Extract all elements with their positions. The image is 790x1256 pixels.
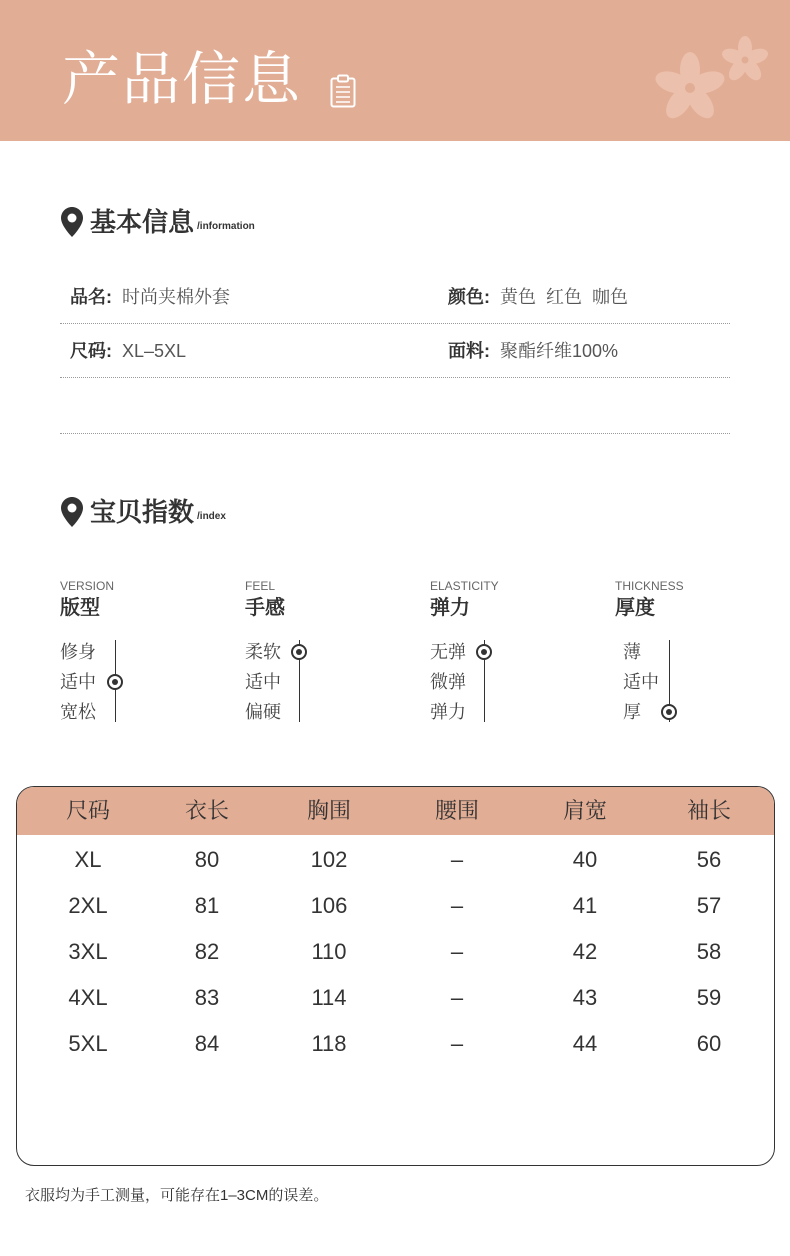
index-option: 适中 — [245, 672, 281, 692]
table-cell: 80 — [194, 847, 220, 872]
table-cell: – — [450, 985, 464, 1010]
table-cell: 4XL — [68, 985, 108, 1010]
index-option: 适中 — [60, 672, 96, 692]
column-header: 胸围 — [306, 798, 351, 823]
table-cell: 44 — [572, 1031, 598, 1056]
index-heading — [60, 496, 226, 528]
index-option: 偏硬 — [245, 702, 281, 722]
column-header: 衣长 — [184, 798, 229, 823]
index-option: 微弹 — [430, 672, 466, 692]
table-cell: 43 — [572, 985, 598, 1010]
fabric-value: 聚酯纤维100% — [500, 341, 619, 361]
table-cell: 42 — [572, 939, 598, 964]
index-column-title: 弹力 — [430, 597, 470, 619]
location-pin-icon — [60, 496, 84, 528]
column-header: 尺码 — [65, 798, 110, 823]
index-selected-marker — [291, 644, 307, 660]
table-cell: 118 — [311, 1031, 347, 1056]
header-banner — [0, 0, 790, 141]
column-header: 袖长 — [686, 798, 731, 823]
index-option: 修身 — [60, 642, 96, 662]
size-table-header — [17, 787, 774, 835]
index-column-title: 手感 — [245, 597, 285, 619]
index-column-title: 版型 — [60, 597, 100, 619]
index-column-en-label: FEEL — [245, 579, 276, 593]
table-cell: 82 — [194, 939, 220, 964]
index-selected-marker — [661, 704, 677, 720]
table-cell: 83 — [194, 985, 220, 1010]
table-cell: 57 — [696, 893, 722, 918]
product-name-label: 品名: — [70, 287, 112, 307]
index-option: 柔软 — [245, 642, 281, 662]
table-cell: 56 — [696, 847, 722, 872]
table-cell: – — [450, 893, 464, 918]
location-pin-icon — [60, 206, 84, 238]
table-cell: – — [450, 1031, 464, 1056]
index-option: 宽松 — [60, 702, 96, 722]
size-table — [16, 786, 775, 1166]
table-cell: – — [450, 939, 464, 964]
clipboard-icon — [330, 74, 356, 108]
table-cell: 41 — [572, 893, 598, 918]
index-option: 弹力 — [430, 702, 466, 722]
index-column — [430, 578, 600, 728]
index-option: 适中 — [623, 672, 659, 692]
index-column — [245, 578, 415, 728]
index-option: 无弹 — [430, 642, 466, 662]
index-column-title: 厚度 — [615, 597, 655, 619]
column-header: 腰围 — [434, 798, 479, 823]
index-column-en-label: THICKNESS — [615, 579, 684, 593]
index-subtitle: /index — [197, 511, 226, 522]
column-header: 肩宽 — [562, 798, 607, 823]
index-title: 宝贝指数 — [90, 497, 195, 527]
empty-info-row — [60, 380, 730, 434]
color-label: 颜色: — [448, 287, 490, 307]
info-row — [60, 270, 730, 324]
table-cell: 59 — [696, 985, 722, 1010]
table-cell: 58 — [696, 939, 722, 964]
table-cell: 81 — [194, 893, 220, 918]
basic-info-heading — [60, 206, 255, 238]
basic-info-subtitle: /information — [197, 221, 255, 232]
table-cell: 3XL — [68, 939, 108, 964]
index-selected-marker — [107, 674, 123, 690]
page-title: 产品信息 — [62, 45, 303, 113]
flower-decoration-icon — [650, 36, 770, 126]
index-option: 薄 — [623, 642, 641, 662]
size-range-value: XL–5XL — [122, 341, 187, 361]
table-cell: 84 — [194, 1031, 220, 1056]
index-selected-marker — [476, 644, 492, 660]
measurement-note: 衣服均为手工测量，可能存在1–3CM的误差。 — [25, 1187, 329, 1204]
color-value: 黄色 红色 咖色 — [500, 287, 629, 307]
table-cell: 102 — [310, 847, 348, 872]
table-cell: 2XL — [68, 893, 108, 918]
index-column — [615, 578, 785, 728]
table-cell: 110 — [311, 939, 347, 964]
info-row — [60, 324, 730, 378]
table-cell: 60 — [696, 1031, 722, 1056]
table-cell: 5XL — [68, 1031, 108, 1056]
table-cell: 106 — [310, 893, 348, 918]
table-cell: 114 — [311, 985, 347, 1010]
product-name-value: 时尚夹棉外套 — [122, 287, 230, 307]
index-option: 厚 — [623, 702, 641, 722]
index-column-en-label: ELASTICITY — [430, 579, 499, 593]
table-cell: XL — [74, 847, 102, 872]
fabric-label: 面料: — [448, 341, 490, 361]
index-column — [60, 578, 230, 728]
index-column-en-label: VERSION — [60, 579, 115, 593]
basic-info-title: 基本信息 — [90, 207, 195, 237]
table-cell: 40 — [572, 847, 598, 872]
table-cell: – — [450, 847, 464, 872]
size-label: 尺码: — [70, 341, 112, 361]
